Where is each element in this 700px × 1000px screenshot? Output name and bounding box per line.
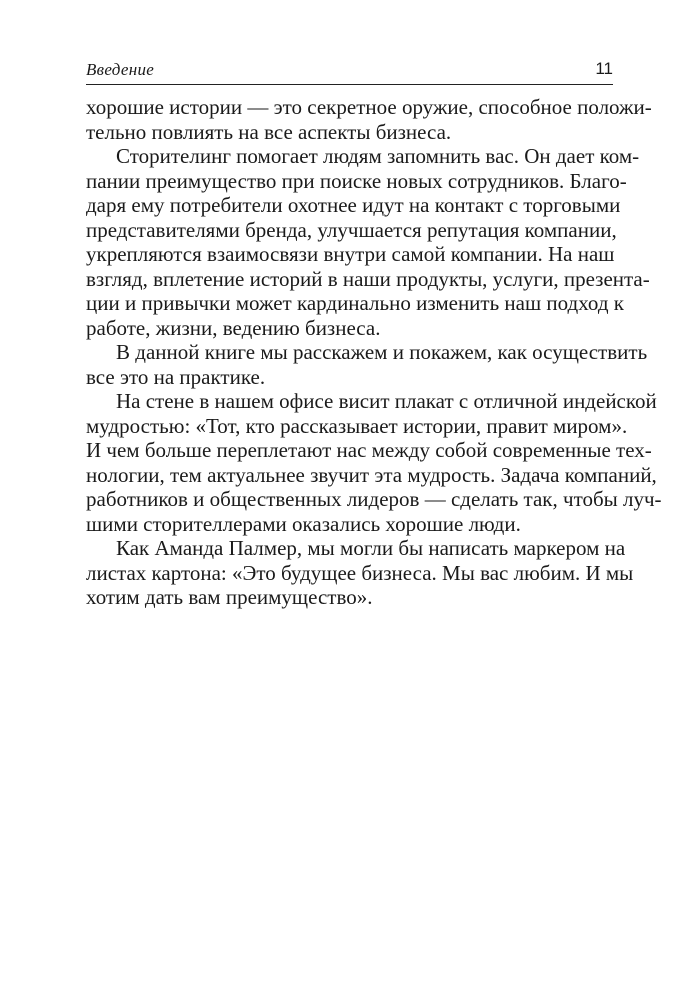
text-line: листах картона: «Это будущее бизнеса. Мы вас любим. И мы <box>86 560 634 585</box>
body-text <box>86 95 662 610</box>
text-line: В данной книге мы расскажем и покажем, как осуществить <box>116 340 648 364</box>
text-line: взгляд, вплетение историй в наши продукты, услуги, презента- <box>86 266 650 291</box>
page-number: 11 <box>595 59 613 78</box>
text-line: работников и общественных лидеров — сделать так, чтобы луч- <box>86 487 662 511</box>
text-line: тельно повлиять на все аспекты бизнеса. <box>86 119 452 144</box>
text-line: работе, жизни, ведению бизнеса. <box>86 315 381 340</box>
text-line: хорошие истории — это секретное оружие, способное положи- <box>86 95 652 119</box>
text-line: ции и привычки может кардинально изменить наш подход к <box>86 291 624 315</box>
text-line: хотим дать вам преимущество». <box>86 585 373 609</box>
text-line: Сторителинг помогает людям запомнить вас. Он дает ком- <box>116 144 640 168</box>
text-line: И чем больше переплетают нас между собой современные тех- <box>86 438 652 462</box>
text-line: На стене в нашем офисе висит плакат с отличной индейской <box>116 389 657 413</box>
running-header <box>86 58 613 85</box>
section-title: Введение <box>86 60 155 79</box>
text-line: Как Аманда Палмер, мы могли бы написать маркером на <box>116 536 626 560</box>
text-line: даря ему потребители охотнее идут на контакт с торговыми <box>86 193 621 217</box>
text-line: нологии, тем актуальнее звучит эта мудрость. Задача компаний, <box>86 462 657 487</box>
text-line: укрепляются взаимосвязи внутри самой компании. На наш <box>86 242 615 266</box>
book-page <box>86 58 662 610</box>
text-line: шими сторителлерами оказались хорошие люди. <box>86 511 521 536</box>
text-line: пании преимущество при поиске новых сотрудников. Благо- <box>86 168 627 193</box>
text-line: все это на практике. <box>86 364 266 389</box>
text-line: мудростью: «Тот, кто рассказывает истории, правит миром». <box>86 413 628 438</box>
text-line: представителями бренда, улучшается репутация компании, <box>86 217 617 242</box>
